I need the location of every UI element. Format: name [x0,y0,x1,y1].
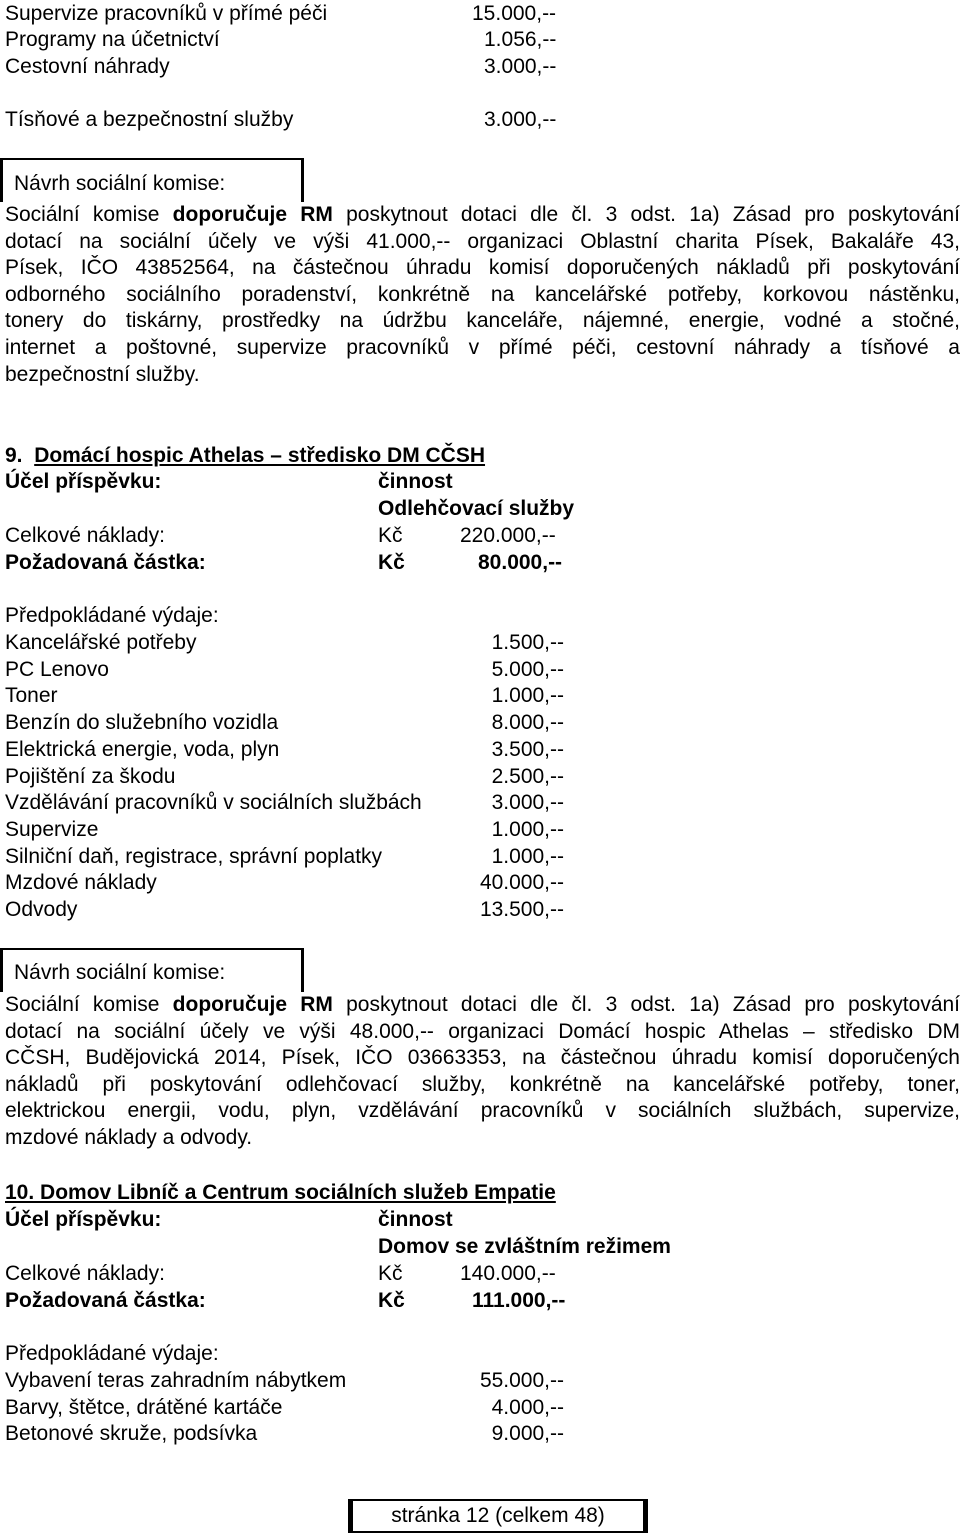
expense-amount: 1.000,-- [491,817,564,841]
paragraph-line: Písek, IČO 43852564, na částečnou úhradu komisí doporučených nákladů při poskytování [5,256,960,280]
purpose-label: Účel příspěvku: [5,470,162,493]
section-title: 10. Domov Libníč a Centrum sociálních služeb Empatie [5,1181,556,1204]
expense-label: Barvy, štětce, drátěné kartáče [5,1395,283,1419]
paragraph-line: dotací na sociální účely ve výši 41.000,-- organizaci Oblastní charita Písek, Bakaláře 43, [5,229,960,253]
expense-amount: 13.500,-- [479,898,564,921]
paragraph-line: bezpečnostní služby. [5,362,200,386]
purpose-value: činnost [378,470,453,493]
paragraph-line: CČSH, Budějovická 2014, Písek, IČO 03663353, na částečnou úhradu komisí doporučených [5,1046,960,1070]
expense-amount: 1.000,-- [491,844,564,868]
paragraph-line: nákladů při poskytování odlehčovací služby, konkrétně na kancelářské potřeby, toner, [5,1072,960,1096]
currency: Kč [378,1289,405,1312]
expense-label: Kancelářské potřeby [5,631,197,654]
currency: Kč [378,551,405,574]
section-title: 9. Domácí hospic Athelas – středisko DM CČSH [5,444,486,467]
expenses-heading: Předpokládané výdaje: [5,1342,219,1365]
expense-label: Benzín do služebního vozidla [5,711,279,735]
paragraph-line: odborného sociálního poradenství, konkrétně na kancelářské potřeby, korkovou nástěnku, [5,282,960,306]
proposal-paragraph [5,992,960,1152]
expense-amount: 55.000,-- [479,1369,564,1392]
expense-label: Mzdové náklady [5,871,157,895]
expense-label: Vybavení teras zahradním nábytkem [5,1369,347,1392]
paragraph-line: internet a poštovné, supervize pracovníků v přímé péči, cestovní náhrady a tísňové a [5,335,960,359]
total-cost-value: 140.000,-- [460,1262,556,1285]
expense-label: Elektrická energie, voda, plyn [5,737,280,761]
expense-amount: 40.000,-- [479,871,564,895]
proposal-paragraph [5,202,960,388]
paragraph-line: dotací na sociální účely ve výši 48.000,-- organizaci Domácí hospic Athelas – středisko DM [5,1019,960,1043]
expense-amount: 9.000,-- [491,1422,564,1446]
purpose-label: Účel příspěvku: [5,1208,162,1231]
expense-amount: 3.000,-- [484,55,557,78]
expense-amount: 3.000,-- [484,108,557,131]
expense-amount: 4.000,-- [491,1395,564,1419]
expense-amount: 1.056,-- [484,28,557,51]
expense-amount: 1.500,-- [491,631,564,654]
page-number-box [348,1499,648,1533]
expense-label: Betonové skruže, podsívka [5,1422,258,1446]
expense-label: Pojištění za škodu [5,764,176,788]
expense-amount: 2.500,-- [491,764,564,788]
total-cost-label: Celkové náklady: [5,1262,165,1285]
expense-label: PC Lenovo [5,657,109,681]
paragraph-line: elektrickou energii, vodu, plyn, vzdělávání pracovníků v sociálních službách, supervize, [5,1099,960,1123]
total-cost-label: Celkové náklady: [5,524,165,547]
requested-amount-label: Požadovaná částka: [5,1289,206,1312]
expense-label: Supervize [5,817,99,841]
expense-label: Odvody [5,898,78,921]
requested-amount-value: 111.000,-- [472,1289,566,1312]
purpose-value: Domov se zvláštním režimem [378,1235,671,1258]
paragraph-line: Sociální komise doporučuje RM poskytnout dotaci dle čl. 3 odst. 1a) Zásad pro poskytování [5,203,960,226]
expense-amount: 15.000,-- [472,2,557,25]
expense-amount: 1.000,-- [491,684,564,708]
proposal-label: Návrh sociální komise: [14,172,226,195]
expense-amount: 3.000,-- [491,791,564,815]
expense-label: Programy na účetnictví [5,28,220,51]
page-number: stránka 12 (celkem 48) [391,1504,605,1527]
purpose-value: činnost [378,1208,453,1231]
requested-amount-label: Požadovaná částka: [5,551,206,574]
proposal-label: Návrh sociální komise: [14,961,226,984]
expenses-heading: Předpokládané výdaje: [5,604,219,627]
expense-amount: 8.000,-- [491,711,564,735]
total-cost-value: 220.000,-- [460,524,556,547]
expense-label: Supervize pracovníků v přímé péči [5,2,328,25]
expense-label: Cestovní náhrady [5,55,170,78]
currency: Kč [378,1262,403,1285]
requested-amount-value: 80.000,-- [478,551,563,574]
expense-label: Vzdělávání pracovníků v sociálních službách [5,791,422,815]
expense-label: Tísňové a bezpečnostní služby [5,108,294,131]
expense-amount: 3.500,-- [491,737,564,761]
paragraph-line: mzdové náklady a odvody. [5,1125,253,1149]
paragraph-line: Sociální komise doporučuje RM poskytnout dotaci dle čl. 3 odst. 1a) Zásad pro poskytování [5,993,960,1016]
paragraph-line: tonery do tiskárny, prostředky na údržbu kanceláře, nájemné, energie, vodné a stočné, [5,309,960,333]
expense-label: Silniční daň, registrace, správní poplatky [5,844,383,868]
currency: Kč [378,524,403,547]
purpose-value: Odlehčovací služby [378,497,575,520]
expense-amount: 5.000,-- [491,657,564,681]
expense-label: Toner [5,684,58,708]
